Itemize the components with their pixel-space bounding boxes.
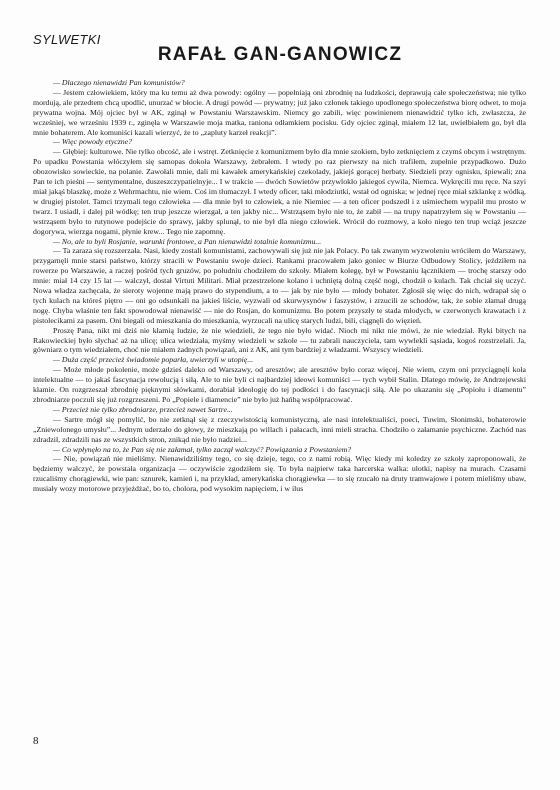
interview-question: — Więc powody etyczne? (53, 137, 133, 147)
interview-answer: — Ta zaraza się rozszerzała. Nasi, kiedy zostali komunistami, zachowywali się już nie jak Polacy. Po tak zwanym wyzwoleniu wróciłem do Warszawy, przygarnęli mnie starsi państwo, którzy stracili w Powstaniu swoje dzieci. Rankami pracowałem jako goniec w Biurze Odbudowy Stolicy, jeździłem na rowerze po Warszawie, a raczej pośród tych gruzów, po południu chodziłem do szkoły. Miałem kolegę, był w Powstaniu łącznikiem — trochę starszy odo mnie: miał 14 czy 15 lat — walczył, dostał Virtuti Militari. Miał przestrzelone kolano i uchniętą dolną część nogi, chodził o kulach. Tak chciał się uczyć. Nowa władza zachęcała, że sieroty wojenne mają prawo do stypendium, a to — jak by nie było — młody bohater. Zgłosił się więc do nich, wdrapał się o tych kulach na któreś piętro — oni go odsunkali na jakieś liście, wyzwali od skurwysynów i faszystów, i zrzucili ze schodów, tak, że sobie złamał drugą nogę. Chyba właśnie ten fakt spowodował nienawiść — nie do Rosjan, do komunizmu. Bo potem przyszły te stada młodych, w czerwonych krawatach i z pistolecikami za pasem. Oni biegali od mieszkania do mieszkania, wyrzucali na ulicę starych ludzi, bili, ciągnęli do więzień. (33, 246, 526, 325)
interview-question: — Duża część przecież świadomie poparła, uwierzyli w utopię... (53, 355, 254, 365)
section-label: SYLWETKI (33, 32, 101, 47)
interview-question: — No, ale to byli Rosjanie, warunki frontowe, a Pan nienawidzi totalnie komunizmu... (53, 236, 322, 246)
interview-answer: — Może młode pokolenie, może gdzieś daleko od Warszawy, od aresztów; ale aresztów było coraz więcej. Nie wiem, czym oni przyciągnęli koła intelektualne — to jakaś fascynacja rewolucją i siłą. Ale to nie byli ci najbardziej ideowi komuniści — tych wybił Stalin. Dlatego mówię, że Andrzejewski kłamie. On rozgrzeszał zbrodnię pięknymi słówkami, dorabiał ideologię do tej podłości i do fascynacji siłą. Ale po ukazaniu się „Popiołu i diamentu” zbrodniarze poczuli się już rozgrzeszeni. Po „Popiele i diamencie” nie było już hańbą współpracować. (33, 365, 526, 404)
interview-question: — Przecież nie tylko zbrodniarze, przecież nawet Sartre... (53, 404, 233, 414)
interview-answer: — Nie, powiązań nie mieliśmy. Nienawidziliśmy tego, co się dzieje, tego, co z nami robią. Więc kiedy mi koledzy ze szkoły zaproponowali, że będziemy walczyć, że powstała organizacja — oczywiście zgodziłem się. To była najpierw taka harcerska walka: ulotki, napisy na murach. Czasami rzucaliśmy chorągiewki, wie pan: sznurek, kamień i, na przykład, amerykańska chorągiewka — to się rzucało na druty tramwajowe i potem mieliśmy ubaw, musiały wozy motorowe przyjeżdżać, bo to, cholora, pod wysokim napięciem, i w ilus (33, 454, 526, 494)
interview-answer: — Głębiej: kulturowe. Nie tylko obcość, ale i wstręt. Zetknięcie z komunizmem było dla mnie szokiem, było zetknięciem z czymś obcym i wstrętnym. Po upadku Powstania włóczyłem się samopas dokoła Warszawy, żebrałem. I wtedy po raz pierwszy na nich trafiłem, zupełnie przypadkowo. Dużo obozowisko sowieckie, na polanie. Zawołali mnie, dali mi kawałek amerykańskiej czekolady, jakiejś gorącej herbaty. Siedzieli przy ognisku, śpiewali; zna Pan te ich pieśni — sentymentalne, duszeszczypatielnyje... I w trakcie — dwóch Sowietów przywlokło jakiegoś cywila, Niemca. Wykręcili mu ręce. Na szyi miał jakąś blaszkę, może z Wehrmachtu, nie wiem. Coś im tłumaczył. I wtedy oficer, taki młodziutki, wstał od ogniska; w jednej ręce miał szklankę z wódką, w drugiej pistolet. Tamci trzymali tego człowieka — dla mnie był to człowiek, a nie Niemiec — a ten oficer podszedł i z uśmiechem wypalił mu prosto w twarz. I usiadł, i dalej pił wódkę; ten trup jeszcze wierzgał, a ten jakby nic... Wstrząsem było nie to, że zabił — na trupy napatrzyłem się w Powstaniu — wstrząsem było to rutynowe podejście do sprawy, jakby splunął, to nie był dla niego człowiek. Wrócił do rozmowy, a koło niego ten trup wciąż jeszcze dogorywa, wierzga nogami, płynie krew... Tego nie zapomnę. (33, 147, 526, 236)
interview-question: — Dlaczego nienawidzi Pan komunistów? (53, 78, 185, 87)
page-number: 8 (33, 735, 39, 747)
interview-answer: — Jestem człowiekiem, który ma ku temu aż dwa powody: ogólny — popełniają oni zbrodnię na ludzkości, deprawują całe społeczeństwa; nie tylko mordują, ale przedtem chcą upodlić, unurzać w błocie. A drugi powód — prywatny; już jako członek takiego upodlonego społeczeństwa biorę odwet, to moja prywatna wojna. Mój ojciec był w AK, zginął w Powstaniu Warszawskim. Niemcy go zabili, więc powinienem nienawidzić tylko ich, zwłaszcza, że wcześniej, we wrześniu 1939 r., zginęła w Warszawie moja matka, raniona odłamkiem pocisku. Gdy ojciec zginął, miałem 12 lat, uwielbiałem go, był dla mnie bohaterem. Ale komuniści kazali wierzyć, że to „zapluty karzeł reakcji”. (33, 87, 526, 137)
interview-answer: Proszę Pana, nikt mi dziś nie kłamią ludzie, że nie wiedzieli, że tego nie było widać. Nioch mi nikt nie mówi, że nie wiedział. Ryki bitych na Rakowieckiej było słychać aż na ulicę; ulica wiedziała, myśmy wiedzieli w szkole — tu zabrali nauczyciela, tam wywlekli sąsiada, kogoś rozstrzelali. Ja, gówniarz o tym wiedziałem, choć nie miałem żadnych powiązań, ani z AK, ani tym bardziej z władzami. Wszyscy wiedzieli. (33, 325, 526, 355)
interview-answer: — Sartre mógł się pomylić, bo nie zetknął się z rzeczywistością komunistyczną, ale nasi intelektualiści, poeci, Tuwim, Słonimski, bohaterowie „Zniewolonego umysłu”... Jednym uderzało do głowy, że mieszkają po willach i pałacach, inni mieli stracha. Chodziło o załamanie psychiczne. Zachód nas zdradził, zdradzili nas ze wszystkich stron, znikąd nie było nadziei... (33, 414, 526, 444)
article-body (33, 78, 526, 494)
interview-question: — Co wpłynęło na to, że Pan się nie załamał, tylko zaczął walczyć? Powiązania z Powstaniem? (53, 444, 352, 454)
article-title: RAFAŁ GAN-GANOWICZ (157, 44, 403, 65)
